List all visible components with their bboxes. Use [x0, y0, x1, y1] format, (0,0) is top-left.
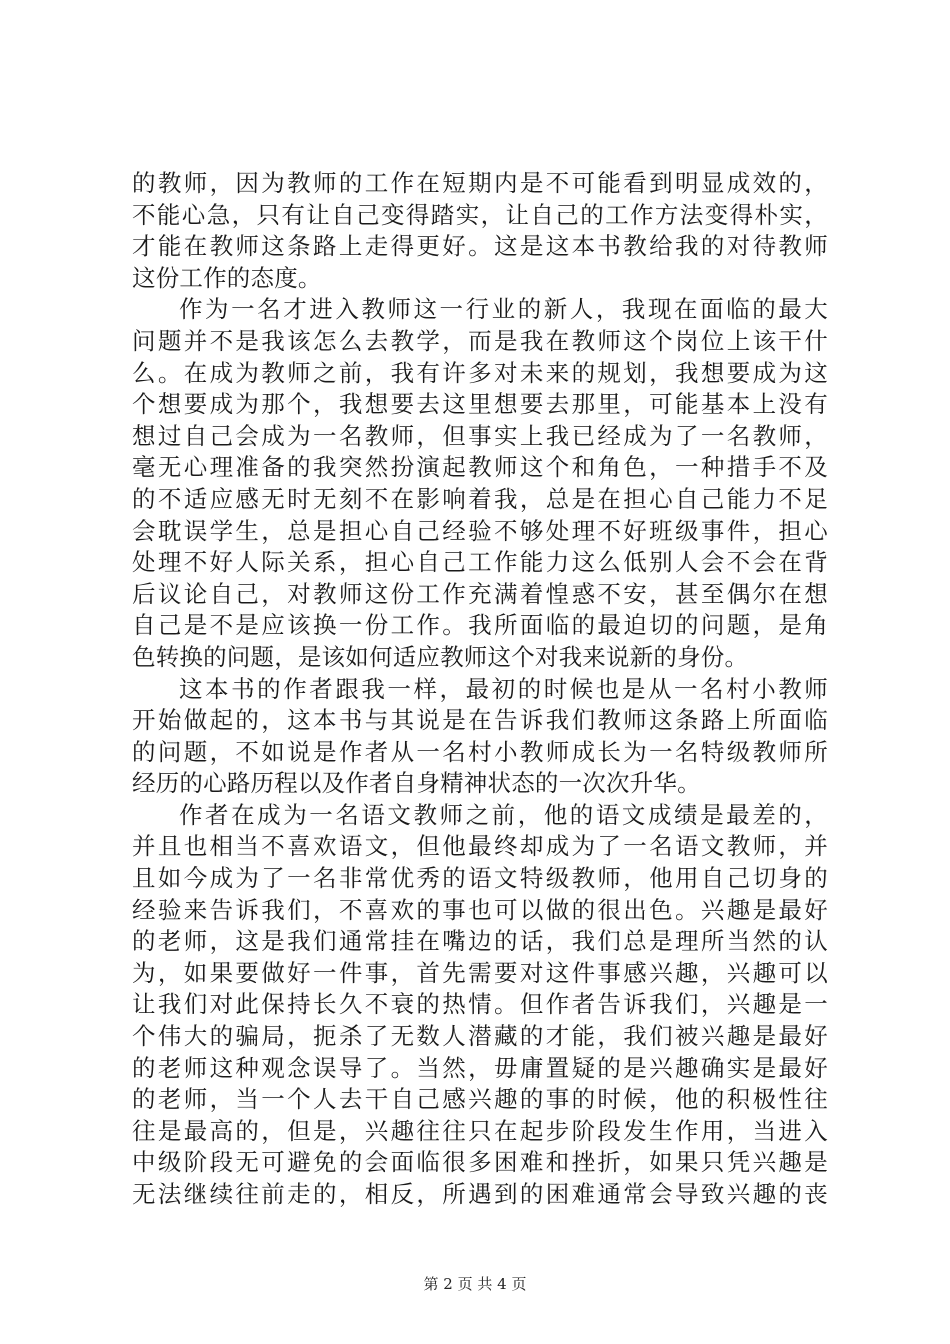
text-line: 问题并不是我该怎么去教学，而是我在教师这个岗位上该干什 [132, 326, 828, 355]
body-text [132, 168, 828, 1211]
text-line: 这本书的作者跟我一样，最初的时候也是从一名村小教师 [179, 674, 828, 703]
text-line: 会耽误学生，总是担心自己经验不够处理不好班级事件，担心 [132, 516, 828, 545]
text-line: 的不适应感无时无刻不在影响着我，总是在担心自己能力不足 [132, 484, 828, 513]
text-line: 且如今成为了一名非常优秀的语文特级教师，他用自己切身的 [132, 864, 828, 893]
text-line: 想过自己会成为一名教师，但事实上我已经成为了一名教师， [132, 421, 828, 450]
text-line: 并且也相当不喜欢语文，但他最终却成为了一名语文教师，并 [132, 832, 828, 861]
text-line: 的教师，因为教师的工作在短期内是不可能看到明显成效的， [132, 169, 828, 197]
text-line: 么。在成为教师之前，我有许多对未来的规划，我想要成为这 [132, 358, 828, 387]
text-line: 中级阶段无可避免的会面临很多困难和挫折，如果只凭兴趣是 [132, 1148, 828, 1177]
text-line: 的老师，这是我们通常挂在嘴边的话，我们总是理所当然的认 [132, 927, 828, 956]
text-line: 个伟大的骗局，扼杀了无数人潜藏的才能，我们被兴趣是最好 [132, 1022, 828, 1051]
text-line: 往是最高的，但是，兴趣往往只在起步阶段发生作用，当进入 [132, 1116, 828, 1145]
text-line: 作为一名才进入教师这一行业的新人，我现在面临的最大 [179, 295, 828, 324]
text-line: 自己是不是应该换一份工作。我所面临的最迫切的问题，是角 [132, 611, 828, 640]
text-line: 不能心急，只有让自己变得踏实，让自己的工作方法变得朴实， [132, 200, 828, 229]
text-line: 让我们对此保持长久不衰的热情。但作者告诉我们，兴趣是一 [132, 990, 828, 1019]
text-line: 这份工作的态度。 [132, 263, 322, 292]
text-line: 的老师，当一个人去干自己感兴趣的事的时候，他的积极性往 [132, 1085, 828, 1114]
text-line: 色转换的问题，是该如何适应教师这个对我来说新的身份。 [132, 642, 749, 671]
text-line: 的问题，不如说是作者从一名村小教师成长为一名特级教师所 [132, 737, 828, 766]
text-line: 才能在教师这条路上走得更好。这是这本书教给我的对待教师 [132, 232, 828, 261]
text-line: 开始做起的，这本书与其说是在告诉我们教师这条路上所面临 [132, 706, 828, 735]
text-line: 的老师这种观念误导了。当然，毋庸置疑的是兴趣确实是最好 [132, 1053, 828, 1082]
page-footer: 第 2 页 共 4 页 [423, 1275, 527, 1293]
text-line: 为，如果要做好一件事，首先需要对这件事感兴趣，兴趣可以 [132, 958, 828, 987]
text-line: 个想要成为那个，我想要去这里想要去那里，可能基本上没有 [132, 390, 828, 419]
text-line: 后议论自己，对教师这份工作充满着惶惑不安，甚至偶尔在想 [132, 579, 828, 608]
text-line: 经历的心路历程以及作者自身精神状态的一次次升华。 [132, 769, 701, 798]
text-line: 经验来告诉我们，不喜欢的事也可以做的很出色。兴趣是最好 [132, 895, 828, 924]
text-line: 作者在成为一名语文教师之前，他的语文成绩是最差的， [179, 800, 828, 829]
text-line: 无法继续往前走的，相反，所遇到的困难通常会导致兴趣的丧 [132, 1180, 828, 1208]
text-line: 毫无心理准备的我突然扮演起教师这个和角色，一种措手不及 [132, 453, 828, 482]
text-line: 处理不好人际关系，担心自己工作能力这么低别人会不会在背 [132, 548, 828, 577]
